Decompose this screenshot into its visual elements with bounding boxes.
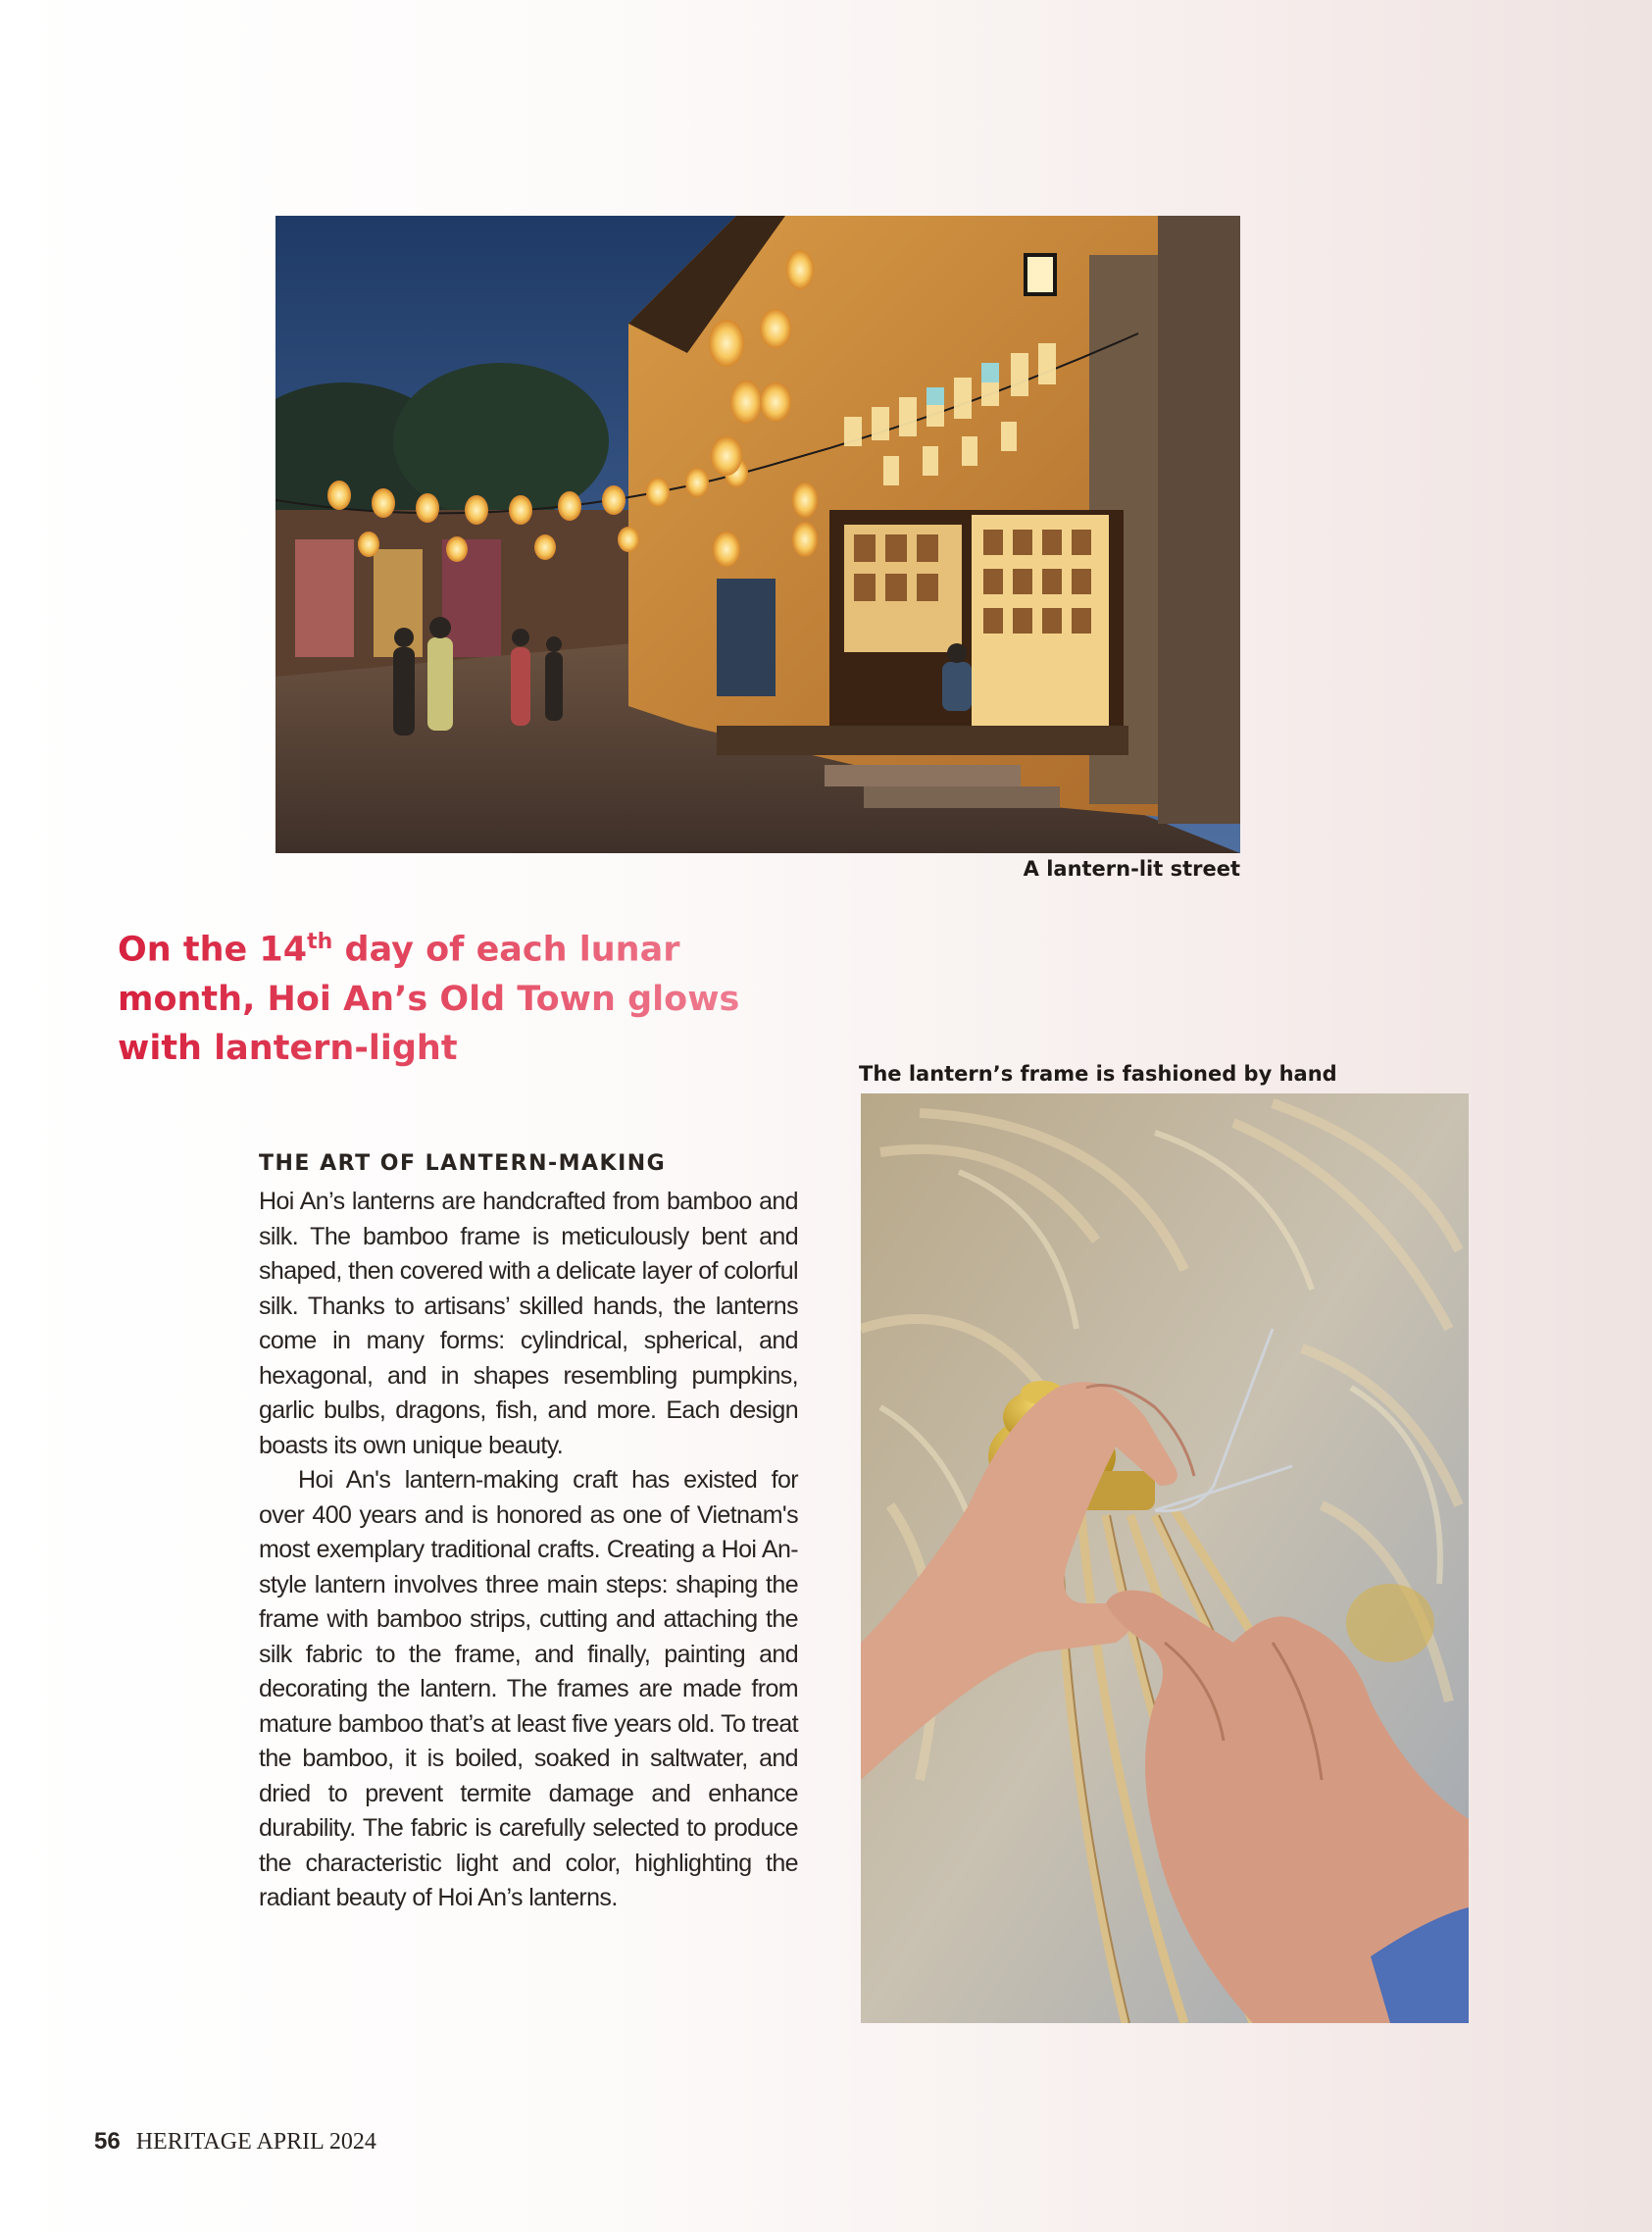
article-paragraph: Hoi An's lantern-making craft has existed for over 400 years and is honored as one of Vietnam's most exemplary traditional crafts. Creating a Hoi An-style lantern involves three main steps: shaping the frame with bamboo strips, cutting and attaching the silk fabric to the frame, and finally, painting and decorating the lantern. The frames are made from mature bamboo that’s at least five years old. To treat the bamboo, it is boiled, soaked in saltwater, and dried to prevent termite damage and enhance durability. The fabric is carefully selected to produce the characteristic light and color, highlighting the radiant beauty of Hoi An’s lanterns. [259, 1466, 798, 1911]
lantern-frame-photo [861, 1093, 1469, 2023]
page-number: 56 [94, 2128, 121, 2155]
street-photo [275, 216, 1240, 853]
frame-photo-caption: The lantern’s frame is fashioned by hand [859, 1062, 1337, 1086]
magazine-name: HERITAGE [135, 2129, 252, 2155]
street-photo-caption: A lantern-lit street [1023, 857, 1240, 881]
pull-quote [118, 918, 745, 1073]
bamboo-frame-illustration [861, 1093, 1469, 2023]
article-body [259, 1185, 798, 1916]
page-footer [94, 2128, 376, 2156]
lantern-street-illustration [275, 216, 1240, 853]
pull-quote-start: On the 14 [118, 930, 308, 970]
article-paragraph: Hoi An’s lanterns are handcrafted from bamboo and silk. The bamboo frame is meticulously bent and shaped, then covered with a delicate layer of colorful silk. Thanks to artisans’ skilled hands, the lanterns come in many forms: cylindrical, spherical, and hexagonal, and in shapes resembling pumpkins, garlic bulbs, dragons, fish, and more. Each design boasts its own unique beauty. [259, 1188, 798, 1459]
issue-date: APRIL 2024 [256, 2129, 376, 2155]
pull-quote-end: day of each lunar month, Hoi An’s Old Town glows with lantern-light [118, 930, 740, 1068]
section-heading: THE ART OF LANTERN-MAKING [259, 1151, 667, 1176]
pull-quote-superscript: th [307, 930, 333, 954]
